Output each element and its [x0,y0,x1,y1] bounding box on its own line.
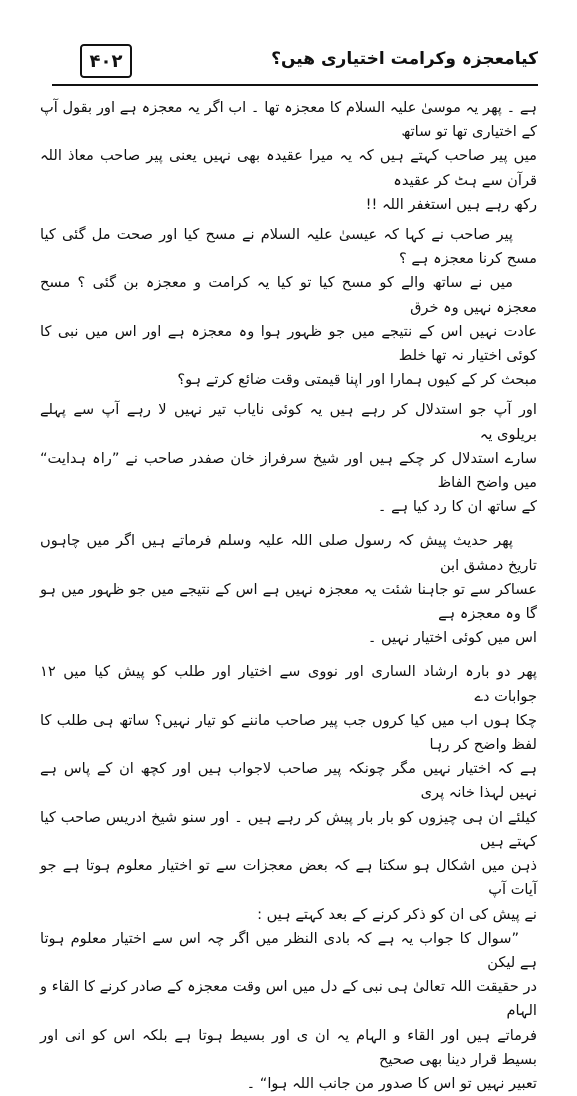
header-divider [52,84,538,86]
text-line: سارے استدلال کر چکے ہیں اور شیخ سرفراز خان صفدر صاحب نے ”راہ ہدایت“ میں واضح الفاظ [40,449,537,492]
text-line: در حقیقت اللہ تعالیٰ ہی نبی کے دل میں اس وقت معجزہ کے صادر کرنے کا القاء و الہام [40,978,537,1020]
running-title: کیامعجزہ وکرامت اختیاری ھیں؟ [271,49,538,69]
text-line: پھر دو بارہ ارشاد الساری اور نووی سے اختیار اور طلب کو پیش کیا میں ۱۲ جوابات دے [40,663,537,705]
text-line: پیر صاحب نے کہا کہ عیسیٰ علیہ السلام نے مسح کیا اور صحت مل گئی کیا مسح کرنا معجزہ ہے ؟ [40,226,537,268]
paragraph [40,223,537,271]
text-line: نے پیش کی ان کو ذکر کرنے کے بعد کہتے ہیں : [257,905,537,923]
text-line: مبحث کر کے کیوں ہمارا اور اپنا قیمتی وقت ضائع کرتے ہو؟ [177,371,537,389]
paragraph [40,660,537,926]
text-line: پھر حدیث پیش کہ رسول صلی اللہ علیہ وسلم فرماتے ہیں اگر میں چاہوں تاریخ دمشق ابن [40,532,537,574]
page-header [52,40,538,88]
text-line: میں پیر صاحب کہتے ہیں کہ یہ میرا عقیدہ بھی نہیں یعنی پیر صاحب معاذ اللہ قرآن سے ہٹ کر عقیدہ [40,147,537,189]
text-line: عساکر سے تو جاہنا شئت یہ معجزہ نہیں ہے اس کے نتیجے میں جو ظہور میں ہو گا وہ معجزہ ہے [40,580,537,623]
text-line: چکا ہوں اب میں کیا کروں جب پیر صاحب ماننے کو تیار نہیں؟ ساتھ ہی طلب کا لفظ واضح کر رہا [40,711,537,754]
paragraph [40,529,537,650]
text-line: تعبیر نہیں تو اس کا صدور من جانب اللہ ہوا“ ۔ [246,1074,537,1092]
text-line: ہے کہ اختیار نہیں مگر چونکہ پیر صاحب لاجواب ہیں اور کچھ ان کے پاس ہے نہیں لہذا خانہ پری [40,760,537,802]
text-line: کے ساتھ ان کا رد کیا ہے ۔ [377,498,537,516]
text-line: فرماتے ہیں اور القاء و الہام یہ ان ی اور بسیط ہوتا ہے بلکہ اس کو انی اور بسیط قرار دینا بھی صحیح [40,1026,537,1068]
text-line: ”سوال کا جواب یہ ہے کہ بادی النظر میں اگر چہ اس سے اختیار معلوم ہوتا ہے لیکن [40,929,537,971]
paragraph [40,398,537,519]
text-line: ذہن میں اشکال ہو سکتا ہے کہ بعض معجزات سے تو اختیار معلوم ہوتا ہے جو آیات آپ [40,857,537,899]
text-line: اس میں کوئی اختیار نہیں ۔ [367,629,537,647]
page-number: ۴۰۲ [80,44,132,78]
block-quote [40,927,537,1096]
paragraph [40,271,537,392]
text-line: میں نے ساتھ والے کو مسح کیا تو کیا یہ کرامت و معجزہ بن گئی ؟ مسح معجزہ نہیں وہ خرق [40,274,537,316]
text-line: رکھ رہے ہیں استغفر اللہ !! [365,195,537,213]
text-line: کیلئے ان ہی چیزوں کو بار بار پیش کر رہے ہیں ۔ اور سنو شیخ ادریس صاحب کیا کہتے ہیں [40,808,537,850]
body-text [40,96,537,1096]
text-line: عادت نہیں اس کے نتیجے میں جو ظہور ہوا وہ معجزہ ہے اور اس میں نبی کا کوئی اختیار نہ تھا خلط [40,322,537,365]
text-line: ہے ۔ پھر یہ موسیٰ علیہ السلام کا معجزہ تھا ۔ اب اگر یہ معجزہ ہے اور بقول آپ کے اختیاری تھا تو ساتھ [40,99,537,141]
text-line: اور آپ جو استدلال کر رہے ہیں یہ کوئی نایاب تیر نہیں لا رہے آپ سے پہلے بریلوی یہ [40,401,537,443]
paragraph [40,96,537,217]
